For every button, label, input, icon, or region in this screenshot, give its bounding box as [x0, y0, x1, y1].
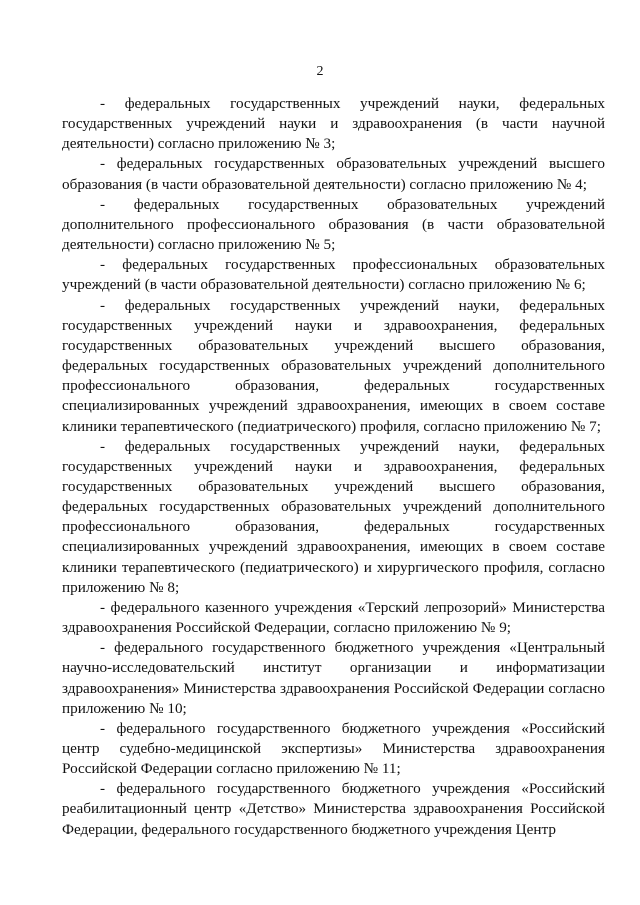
paragraph-appendix-8: - федеральных государственных учреждений науки, федеральных государственных учреждений науки и здравоохранения, федеральных государственных образовательных учреждений высшего образования, федеральных государственных образовательных учреждений дополнительного профессионального образования, федеральных государственных специализированных учреждений здравоохранения, имеющих в своем составе клиники терапевтического (педиатрического) и хирургического профиля, согласно приложению № 8; [62, 437, 605, 596]
document-body [62, 94, 605, 840]
paragraph-appendix-6: - федеральных государственных профессиональных образовательных учреждений (в части образовательной деятельности) согласно приложению № 6; [62, 256, 605, 294]
paragraph-appendix-7: - федеральных государственных учреждений науки, федеральных государственных учреждений науки и здравоохранения, федеральных государственных образовательных учреждений высшего образования, федеральных государственных образовательных учреждений дополнительного профессионального образования, федеральных государственных специализированных учреждений здравоохранения, имеющих в своем составе клиники терапевтического (педиатрического) профиля, согласно приложению № 7; [62, 296, 605, 435]
paragraph-appendix-9: - федерального казенного учреждения «Терский лепрозорий» Министерства здравоохранения Российской Федерации, согласно приложению № 9; [62, 598, 605, 637]
paragraph-continued: - федерального государственного бюджетного учреждения «Российский реабилитационный центр «Детство» Министерства здравоохранения Российской Федерации, федерального государственного бюджетного учреждения Центр [62, 780, 605, 838]
paragraph-appendix-4: - федеральных государственных образовательных учреждений высшего образования (в части образовательной деятельности) согласно приложению № 4; [62, 155, 605, 193]
paragraph-appendix-5: - федеральных государственных образовательных учреждений дополнительного профессионального образования (в части образовательной деятельности) согласно приложению № 5; [62, 195, 605, 254]
paragraph-appendix-10: - федерального государственного бюджетного учреждения «Центральный научно-исследовательский институт организации и информатизации здравоохранения» Министерства здравоохранения Российской Федерации согласно приложению № 10; [62, 639, 605, 717]
page-number: 2 [316, 64, 324, 79]
paragraph-appendix-3: - федеральных государственных учреждений науки, федеральных государственных учреждений науки и здравоохранения (в части научной деятельности) согласно приложению № 3; [62, 95, 605, 153]
paragraph-appendix-11: - федерального государственного бюджетного учреждения «Российский центр судебно-медицинской экспертизы» Министерства здравоохранения Российской Федерации согласно приложению № 11; [62, 719, 605, 778]
